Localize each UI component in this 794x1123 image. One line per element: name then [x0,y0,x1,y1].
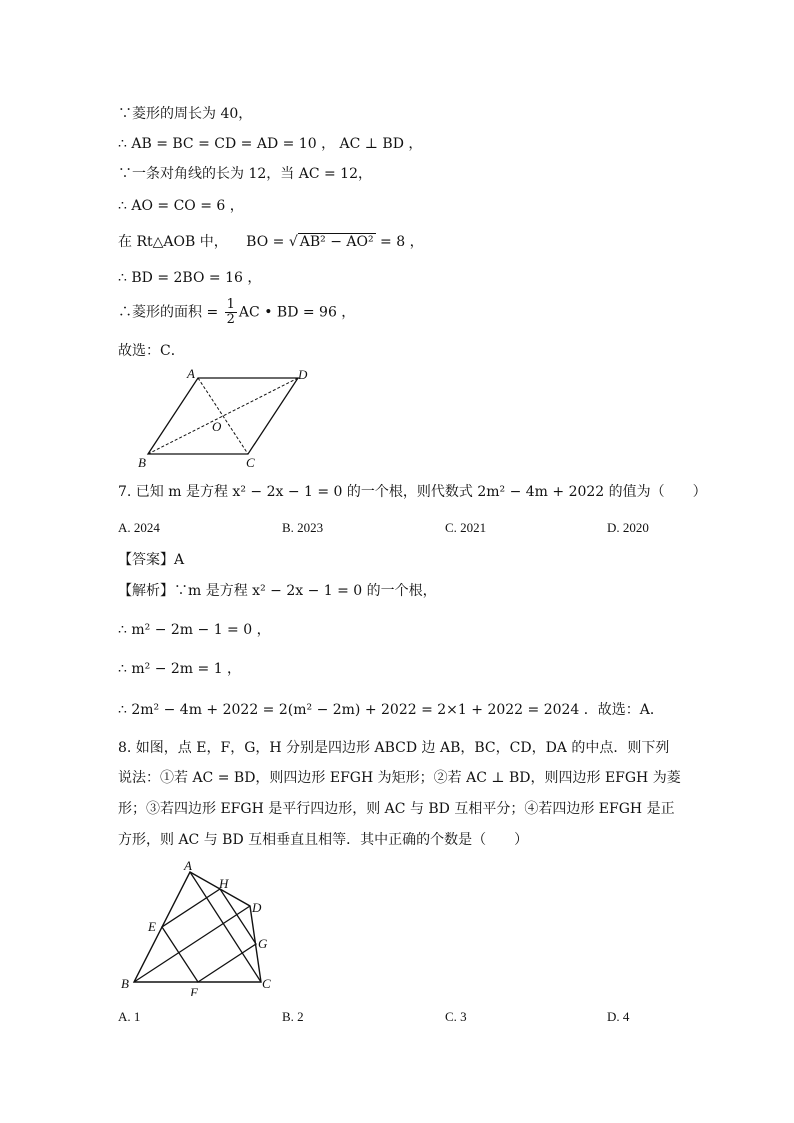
q8-choice-a[interactable]: A. 1 [118,1009,141,1024]
q7-answer: 【答案】A [118,552,185,568]
solution-line-5 [118,232,424,252]
q8-line-3: 形；③若四边形 EFGH 是平行四边形，则 AC 与 BD 互相平分；④若四边形 EFGH 是正 [118,801,675,817]
q7-choice-c[interactable]: C. 2021 [445,520,487,535]
label-b: B [138,455,146,470]
label-c: C [246,455,255,470]
label-e: E [148,919,156,934]
solution-line-1: ∵菱形的周长为 40， [118,106,253,122]
fraction-half [225,298,237,327]
label-d: D [298,367,308,382]
q8-line-2: 说法：①若 AC = BD，则四边形 EFGH 为矩形；②若 AC ⊥ BD，则四边形 EFGH 为菱 [118,770,681,786]
label-a: A [184,858,192,873]
label-a: A [187,366,195,381]
label-f: F [190,985,198,996]
q8-choice-c[interactable]: C. 3 [445,1009,467,1024]
q8-line-4: 方形，则 AC 与 BD 互相垂直且相等．其中正确的个数是（ ） [118,832,529,848]
q8-choice-d[interactable]: D. 4 [607,1009,630,1024]
sqrt-radicand: AB² − AO² [299,234,374,250]
solution-line-3: ∵一条对角线的长为 12，当 AC = 12， [118,166,372,182]
q7-choice-b[interactable]: B. 2023 [282,520,324,535]
q7-choice-d[interactable]: D. 2020 [607,520,649,535]
solution-line-2: ∴ AB = BC = CD = AD = 10 ， AC ⊥ BD ， [118,136,423,152]
q8-line-1: 8. 如图，点 E，F，G，H 分别是四边形 ABCD 边 AB，BC，CD，DA 的中点．则下列 [118,740,670,756]
sqrt-sign: √ [288,234,298,250]
bo-result: = 8 ， [375,234,424,250]
solution-line-8: 故选：C． [118,343,185,359]
label-g: G [258,936,268,951]
label-h: H [219,876,229,891]
label-d: D [252,900,262,915]
rhombus-figure [132,366,322,470]
bo-label: BO = [246,234,289,250]
fraction-numerator: 1 [226,297,235,312]
solution-line-5-prefix: 在 Rt△AOB 中， [118,234,228,250]
quadrilateral-figure [116,856,286,996]
solution-line-7 [118,298,355,327]
q7-step-3: ∴ 2m² − 4m + 2022 = 2(m² − 2m) + 2022 = 2×1 + 2022 = 2024 ．故选：A． [118,702,664,718]
area-result: AC • BD = 96 ， [238,304,356,321]
label-b: B [121,976,129,991]
q7-choice-a[interactable]: A. 2024 [118,520,160,535]
area-prefix: ∴菱形的面积 = [118,304,223,321]
q7-analysis: 【解析】∵m 是方程 x² − 2x − 1 = 0 的一个根， [118,583,437,599]
q7-question: 7. 已知 m 是方程 x² − 2x − 1 = 0 的一个根，则代数式 2m² − 4m + 2022 的值为（ ） [118,484,707,500]
solution-line-4: ∴ AO = CO = 6 ， [118,198,244,214]
q7-step-1: ∴ m² − 2m − 1 = 0 ， [118,622,271,638]
solution-line-6: ∴ BD = 2BO = 16 ， [118,270,262,286]
diagonal-ac [198,378,248,454]
fraction-denominator: 2 [226,312,235,327]
quadrilateral-efgh [162,889,256,982]
diagonal-bd [134,906,250,982]
label-o: O [212,419,222,434]
label-c: C [262,976,271,991]
q7-step-2: ∴ m² − 2m = 1 ， [118,661,242,677]
q8-choice-b[interactable]: B. 2 [282,1009,304,1024]
